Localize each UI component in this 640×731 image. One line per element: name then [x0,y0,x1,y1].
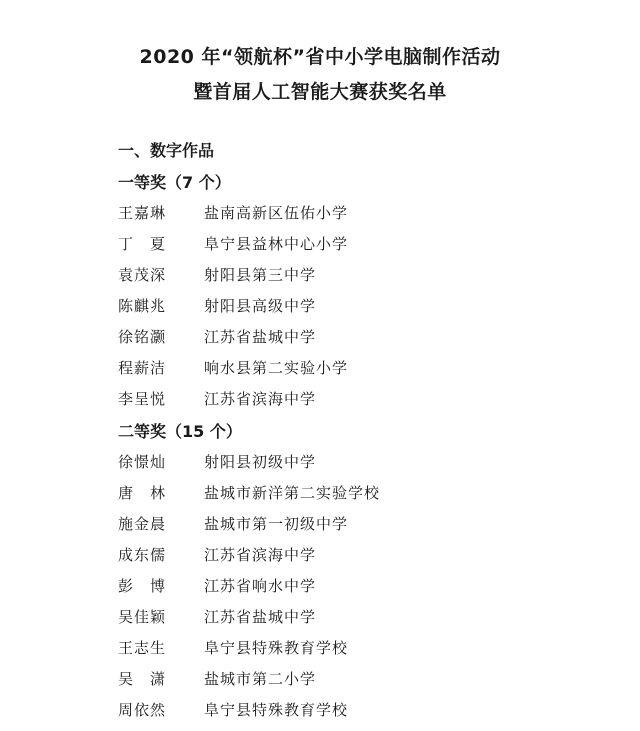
winner-school: 江苏省盐城中学 [204,608,317,626]
winner-name: 程薪洁 [118,359,167,377]
winner-school: 江苏省盐城中学 [204,328,317,346]
winner-school: 盐城市第二小学 [204,670,317,688]
winner-school: 射阳县高级中学 [204,297,317,315]
winner-school: 盐城市第一初级中学 [204,515,349,533]
document-title-line-1: 2020 年“领航杯”省中小学电脑制作活动 [139,46,501,68]
winner-name: 吴佳颖 [118,608,167,626]
document-title-line-2: 暨首届人工智能大赛获奖名单 [193,81,447,103]
winner-name: 徐憬灿 [118,453,167,471]
winner-school: 阜宁县特殊教育学校 [204,701,349,719]
winner-name: 王志生 [118,639,167,657]
winner-school: 阜宁县益林中心小学 [204,235,349,253]
winner-name: 成东儒 [118,546,167,564]
section-heading: 一、数字作品 [118,141,215,160]
winner-name: 徐铭灏 [118,328,167,346]
winner-name: 彭 博 [118,577,167,595]
winner-school: 响水县第二实验小学 [204,359,349,377]
winner-name: 周依然 [118,701,167,719]
winner-school: 江苏省滨海中学 [204,390,317,408]
winner-name: 施金晨 [118,515,167,533]
second-prize-heading: 二等奖（15 个） [118,422,242,441]
winner-school: 江苏省滨海中学 [204,546,317,564]
winner-name: 王嘉琳 [118,204,167,222]
winner-name: 陈麒兆 [118,297,167,315]
winner-school: 盐南高新区伍佑小学 [204,204,349,222]
winner-name: 丁 夏 [118,235,167,253]
first-prize-heading: 一等奖（7 个） [118,173,231,192]
winner-school: 射阳县第三中学 [204,266,317,284]
winner-school: 射阳县初级中学 [204,453,317,471]
winner-school: 盐城市新洋第二实验学校 [204,484,381,502]
winner-name: 李呈悦 [118,390,167,408]
winner-name: 袁茂深 [118,266,167,284]
winner-school: 江苏省响水中学 [204,577,317,595]
winner-name: 吴 潇 [118,670,167,688]
winner-name: 唐 林 [118,484,167,502]
winner-school: 阜宁县特殊教育学校 [204,639,349,657]
